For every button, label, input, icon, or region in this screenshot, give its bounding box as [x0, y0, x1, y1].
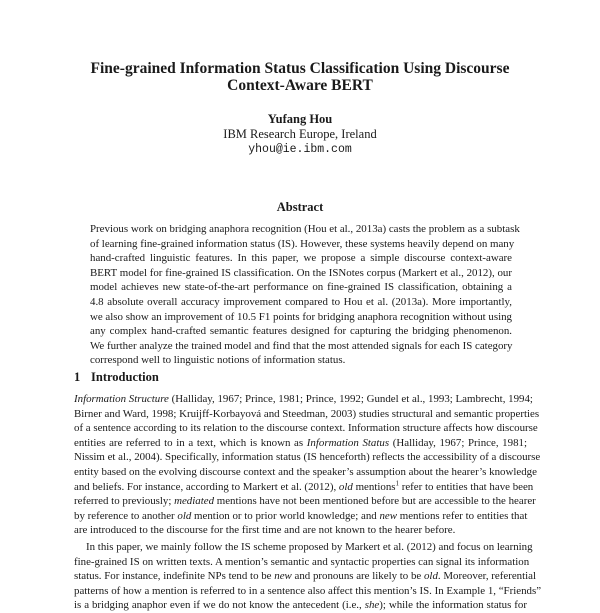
title-line-1: Fine-grained Information Status Classification Using Discourse: [90, 60, 510, 77]
intro-text: by reference to another: [74, 509, 178, 522]
italic-term: she: [364, 599, 380, 612]
abstract-line: any complex hand-crafted semantic features designed for capturing the bridging phenomenon.: [90, 325, 512, 338]
intro-line: [74, 509, 527, 524]
paper-title: [60, 60, 540, 94]
abstract-line: of learning fine-grained information status (IS). However, these systems heavily depend on many: [90, 237, 515, 250]
intro-text: status. For instance, indefinite NPs tend to be: [74, 570, 275, 583]
intro-line: In this paper, we mainly follow the IS scheme proposed by Markert et al. (2012) and focus on learning: [86, 540, 533, 553]
title-line-2: Context-Aware BERT: [227, 77, 373, 94]
intro-line: of a sentence according to its relation to the discourse context. Information structure affects how discourse: [74, 422, 538, 435]
intro-text: (Halliday, 1967; Prince, 1981;: [389, 436, 527, 449]
intro-line: [74, 436, 527, 451]
italic-term: new: [379, 509, 398, 522]
intro-line: [74, 494, 536, 509]
intro-line: fine-grained IS on written texts. A mention’s semantic and syntactic properties can signal its information: [74, 555, 530, 568]
intro-text: mentions: [352, 480, 396, 493]
intro-text: mentions refer to entities that: [397, 509, 528, 522]
section-heading: [74, 370, 159, 385]
italic-term: old: [177, 509, 192, 522]
intro-line: patterns of how a mention is referred to in a sentence also affect this mention’s IS. In Example 1, “Friends”: [74, 584, 542, 597]
italic-term: old: [338, 480, 353, 493]
abstract-body: [90, 222, 520, 368]
author-block: [100, 112, 500, 157]
abstract-line: hand-crafted linguistic features. In this paper, we propose a simple discourse context-aware: [90, 252, 512, 265]
intro-text: ); while the information status for: [379, 599, 527, 612]
section-title: Introduction: [91, 370, 159, 384]
italic-term: new: [274, 570, 292, 583]
abstract-line: BERT model for fine-grained IS classification. On the ISNotes corpus (Markert et al., 2012), our: [90, 266, 512, 279]
intro-line: [74, 569, 537, 584]
abstract-line: 4.8 absolute overall accuracy improvement compared to Hou et al. (2013a). More importantly,: [90, 295, 512, 308]
introduction-body: [74, 392, 542, 613]
italic-term: old: [423, 570, 438, 583]
intro-line: [74, 392, 533, 407]
italic-term: Information Status: [306, 436, 390, 449]
intro-text: mentions have not been mentioned before but are accessible to the hearer: [214, 495, 536, 508]
intro-text: refer to entities that have been: [399, 480, 534, 493]
intro-text: entities are referred to in a text, which is known as: [74, 436, 307, 449]
abstract-line: model achieves new state-of-the-art performance on fine-grained IS classification, obtaining a: [90, 281, 512, 294]
intro-line: [74, 598, 527, 613]
intro-line: [74, 478, 534, 495]
author-affiliation: IBM Research Europe, Ireland: [223, 127, 377, 141]
section-number: 1: [74, 370, 81, 384]
intro-text: mention or to prior world knowledge; and: [191, 509, 380, 522]
italic-term: Information Structure: [74, 393, 169, 405]
intro-text: (Halliday, 1967; Prince, 1981; Prince, 1992; Gundel et al., 1993; Lambrecht, 1994;: [168, 393, 533, 405]
intro-line: entity based on the evolving discourse context and the speaker’s assumption about the hearer’s knowledge: [74, 465, 537, 478]
abstract-heading: Abstract: [276, 200, 324, 214]
abstract-line: We further analyze the trained model and find that the most attended signals for each IS category: [90, 339, 513, 352]
abstract-line: correspond well to linguistic notions of information status.: [90, 354, 346, 367]
italic-term: mediated: [174, 495, 215, 508]
intro-text: is a bridging anaphor even if we do not know the antecedent (i.e.,: [74, 599, 365, 612]
abstract-line: Previous work on bridging anaphora recognition (Hou et al., 2013a) casts the problem as a subtask: [90, 223, 520, 235]
intro-text: . Moreover, referential: [437, 570, 537, 583]
intro-text: and beliefs. For instance, according to Markert et al. (2012),: [74, 480, 339, 493]
intro-line: are introduced to the discourse for the first time and are not known to the hearer before.: [74, 524, 456, 537]
author-name: Yufang Hou: [267, 112, 333, 126]
intro-text: referred to previously;: [74, 495, 175, 508]
intro-line: Birner and Ward, 1998; Kruijff-Korbayová and Steedman, 2003) studies structural and semantic properties: [74, 407, 540, 420]
abstract-line: we also show an improvement of 10.5 F1 points for bridging anaphora recognition without using: [90, 310, 512, 323]
footnote-marker[interactable]: 1: [395, 478, 399, 487]
author-email: yhou@ie.ibm.com: [248, 143, 352, 156]
intro-line: Nissim et al., 2004). Specifically, information status (IS henceforth) reflects the accessibility of a discourse: [74, 451, 541, 464]
intro-text: and pronouns are likely to be: [291, 570, 424, 583]
